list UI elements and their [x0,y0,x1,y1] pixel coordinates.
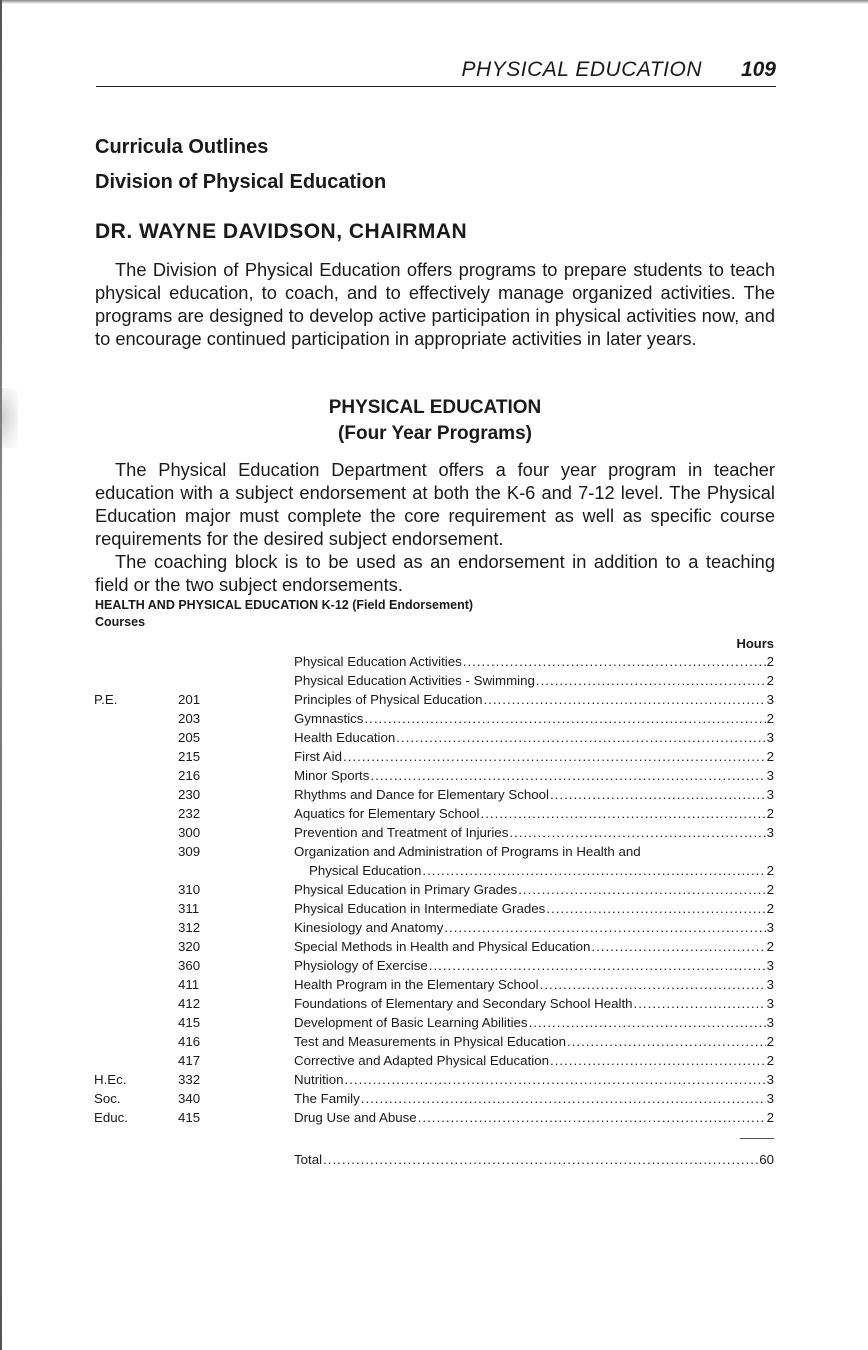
running-header [96,56,776,87]
course-hours: 2 [766,749,774,764]
course-row [0,747,868,766]
course-row [0,690,868,709]
course-title: Physical Education Activities - Swimming [294,673,535,688]
course-row [0,823,868,842]
course-number: 340 [178,1091,201,1106]
program-title: HEALTH AND PHYSICAL EDUCATION K-12 (Field Endorsement) [95,598,474,612]
course-hours: 3 [766,1072,774,1087]
course-hours: 3 [766,730,774,745]
course-hours: 3 [766,920,774,935]
course-row [0,918,868,937]
chairman-heading: DR. WAYNE DAVIDSON, CHAIRMAN [95,220,468,243]
course-row [0,1013,868,1032]
course-hours: 2 [766,711,774,726]
course-row [0,766,868,785]
course-row [0,652,868,671]
course-title: The Family [294,1091,360,1106]
page-number: 109 [740,58,776,81]
course-title: Health Program in the Elementary School [294,977,539,992]
course-title: Physiology of Exercise [294,958,428,973]
course-number: 310 [178,882,201,897]
program-paragraph: The Physical Education Department offers a four year program in teacher education with a subject endorsement at both the K-6 and 7-12 level. The Physical Education major must complete the core requirement as well as specific course requirements for the desired subject endorsement. [95,459,775,549]
course-number: 415 [178,1015,201,1030]
course-number: 215 [178,749,201,764]
heading-division: Division of Physical Education [95,171,387,193]
course-hours: 2 [766,806,774,821]
course-dept: Soc. [94,1091,121,1106]
course-title: Physical Education Activities [294,654,462,669]
course-number: 230 [178,787,201,802]
course-hours: 2 [766,882,774,897]
hours-column-header: Hours [736,636,774,651]
course-row [0,975,868,994]
course-hours: 3 [766,787,774,802]
course-row [0,1108,868,1127]
course-number: 201 [178,692,201,707]
course-title: Drug Use and Abuse [294,1110,417,1125]
course-hours: 2 [766,673,774,688]
course-row-continuation [0,861,868,880]
course-hours: 2 [766,654,774,669]
course-title: Test and Measurements in Physical Education [294,1034,566,1049]
course-row [0,1089,868,1108]
course-number: 203 [178,711,201,726]
course-hours: 2 [766,1034,774,1049]
course-hours: 3 [766,1091,774,1106]
course-hours: 3 [766,692,774,707]
course-title: Organization and Administration of Programs in Health and [294,844,641,859]
course-row [0,880,868,899]
course-hours: 2 [766,1110,774,1125]
course-number: 320 [178,939,201,954]
course-title: Physical Education in Primary Grades [294,882,518,897]
course-title: Physical Education in Intermediate Grades [294,901,546,916]
course-number: 309 [178,844,201,859]
course-row [0,728,868,747]
total-rule [740,1138,774,1139]
course-title: First Aid [294,749,343,764]
section-title: PHYSICAL EDUCATION [328,397,542,418]
course-title: Principles of Physical Education [294,692,483,707]
course-number: 360 [178,958,201,973]
course-number: 311 [178,901,200,916]
course-title: Nutrition [294,1072,344,1087]
course-row [0,1051,868,1070]
course-number: 332 [178,1072,201,1087]
course-title: Health Education [294,730,396,745]
course-row [0,671,868,690]
coaching-paragraph: The coaching block is to be used as an endorsement in addition to a teaching field or the two subject endorsements. [95,551,775,595]
course-hours: 3 [766,996,774,1011]
course-title: Prevention and Treatment of Injuries [294,825,509,840]
course-title: Kinesiology and Anatomy [294,920,444,935]
course-row [0,709,868,728]
total-label: Total [294,1152,323,1167]
course-row [0,1070,868,1089]
course-list [0,652,868,1127]
heading-curricula-outlines: Curricula Outlines [95,136,269,158]
course-number: 416 [178,1034,201,1049]
course-row [0,1032,868,1051]
section-subtitle: (Four Year Programs) [338,423,532,444]
course-number: 411 [178,977,200,992]
course-row [0,899,868,918]
course-hours: 2 [766,1053,774,1068]
course-number: 232 [178,806,201,821]
total-row [0,1150,868,1169]
course-row [0,842,868,861]
course-dept: P.E. [94,692,118,707]
course-title: Development of Basic Learning Abilities [294,1015,528,1030]
course-title: Aquatics for Elementary School [294,806,480,821]
course-hours: 2 [766,939,774,954]
course-row [0,785,868,804]
course-hours: 3 [766,768,774,783]
courses-label: Courses [95,615,146,629]
course-row [0,937,868,956]
course-dept: H.Ec. [94,1072,127,1087]
total-hours: 60 [759,1152,774,1167]
course-row [0,956,868,975]
course-hours: 3 [766,1015,774,1030]
course-title-continued: Physical Education [309,863,422,878]
course-hours: 2 [766,863,774,878]
course-title: Corrective and Adapted Physical Education [294,1053,550,1068]
course-row [0,994,868,1013]
course-hours: 3 [766,977,774,992]
course-number: 412 [178,996,201,1011]
scan-top-shadow [0,0,868,4]
scan-blot [2,388,18,448]
course-number: 205 [178,730,201,745]
course-hours: 3 [766,825,774,840]
course-row [0,804,868,823]
course-number: 415 [178,1110,201,1125]
course-number: 417 [178,1053,201,1068]
course-dept: Educ. [94,1110,129,1125]
course-number: 216 [178,768,201,783]
course-title: Minor Sports [294,768,370,783]
course-number: 312 [178,920,201,935]
intro-paragraph: The Division of Physical Education offers programs to prepare students to teach physical education, to coach, and to effectively manage organized activities. The programs are designed to develop active participation in physical activities now, and to encourage continued participation in appropriate activities in later years. [95,259,775,349]
course-hours: 2 [766,901,774,916]
course-hours: 3 [766,958,774,973]
course-number: 300 [178,825,201,840]
course-title: Foundations of Elementary and Secondary School Health [294,996,633,1011]
course-title: Special Methods in Health and Physical Education [294,939,591,954]
course-title: Gymnastics [294,711,364,726]
running-header-title: PHYSICAL EDUCATION [461,58,702,81]
course-title: Rhythms and Dance for Elementary School [294,787,549,802]
